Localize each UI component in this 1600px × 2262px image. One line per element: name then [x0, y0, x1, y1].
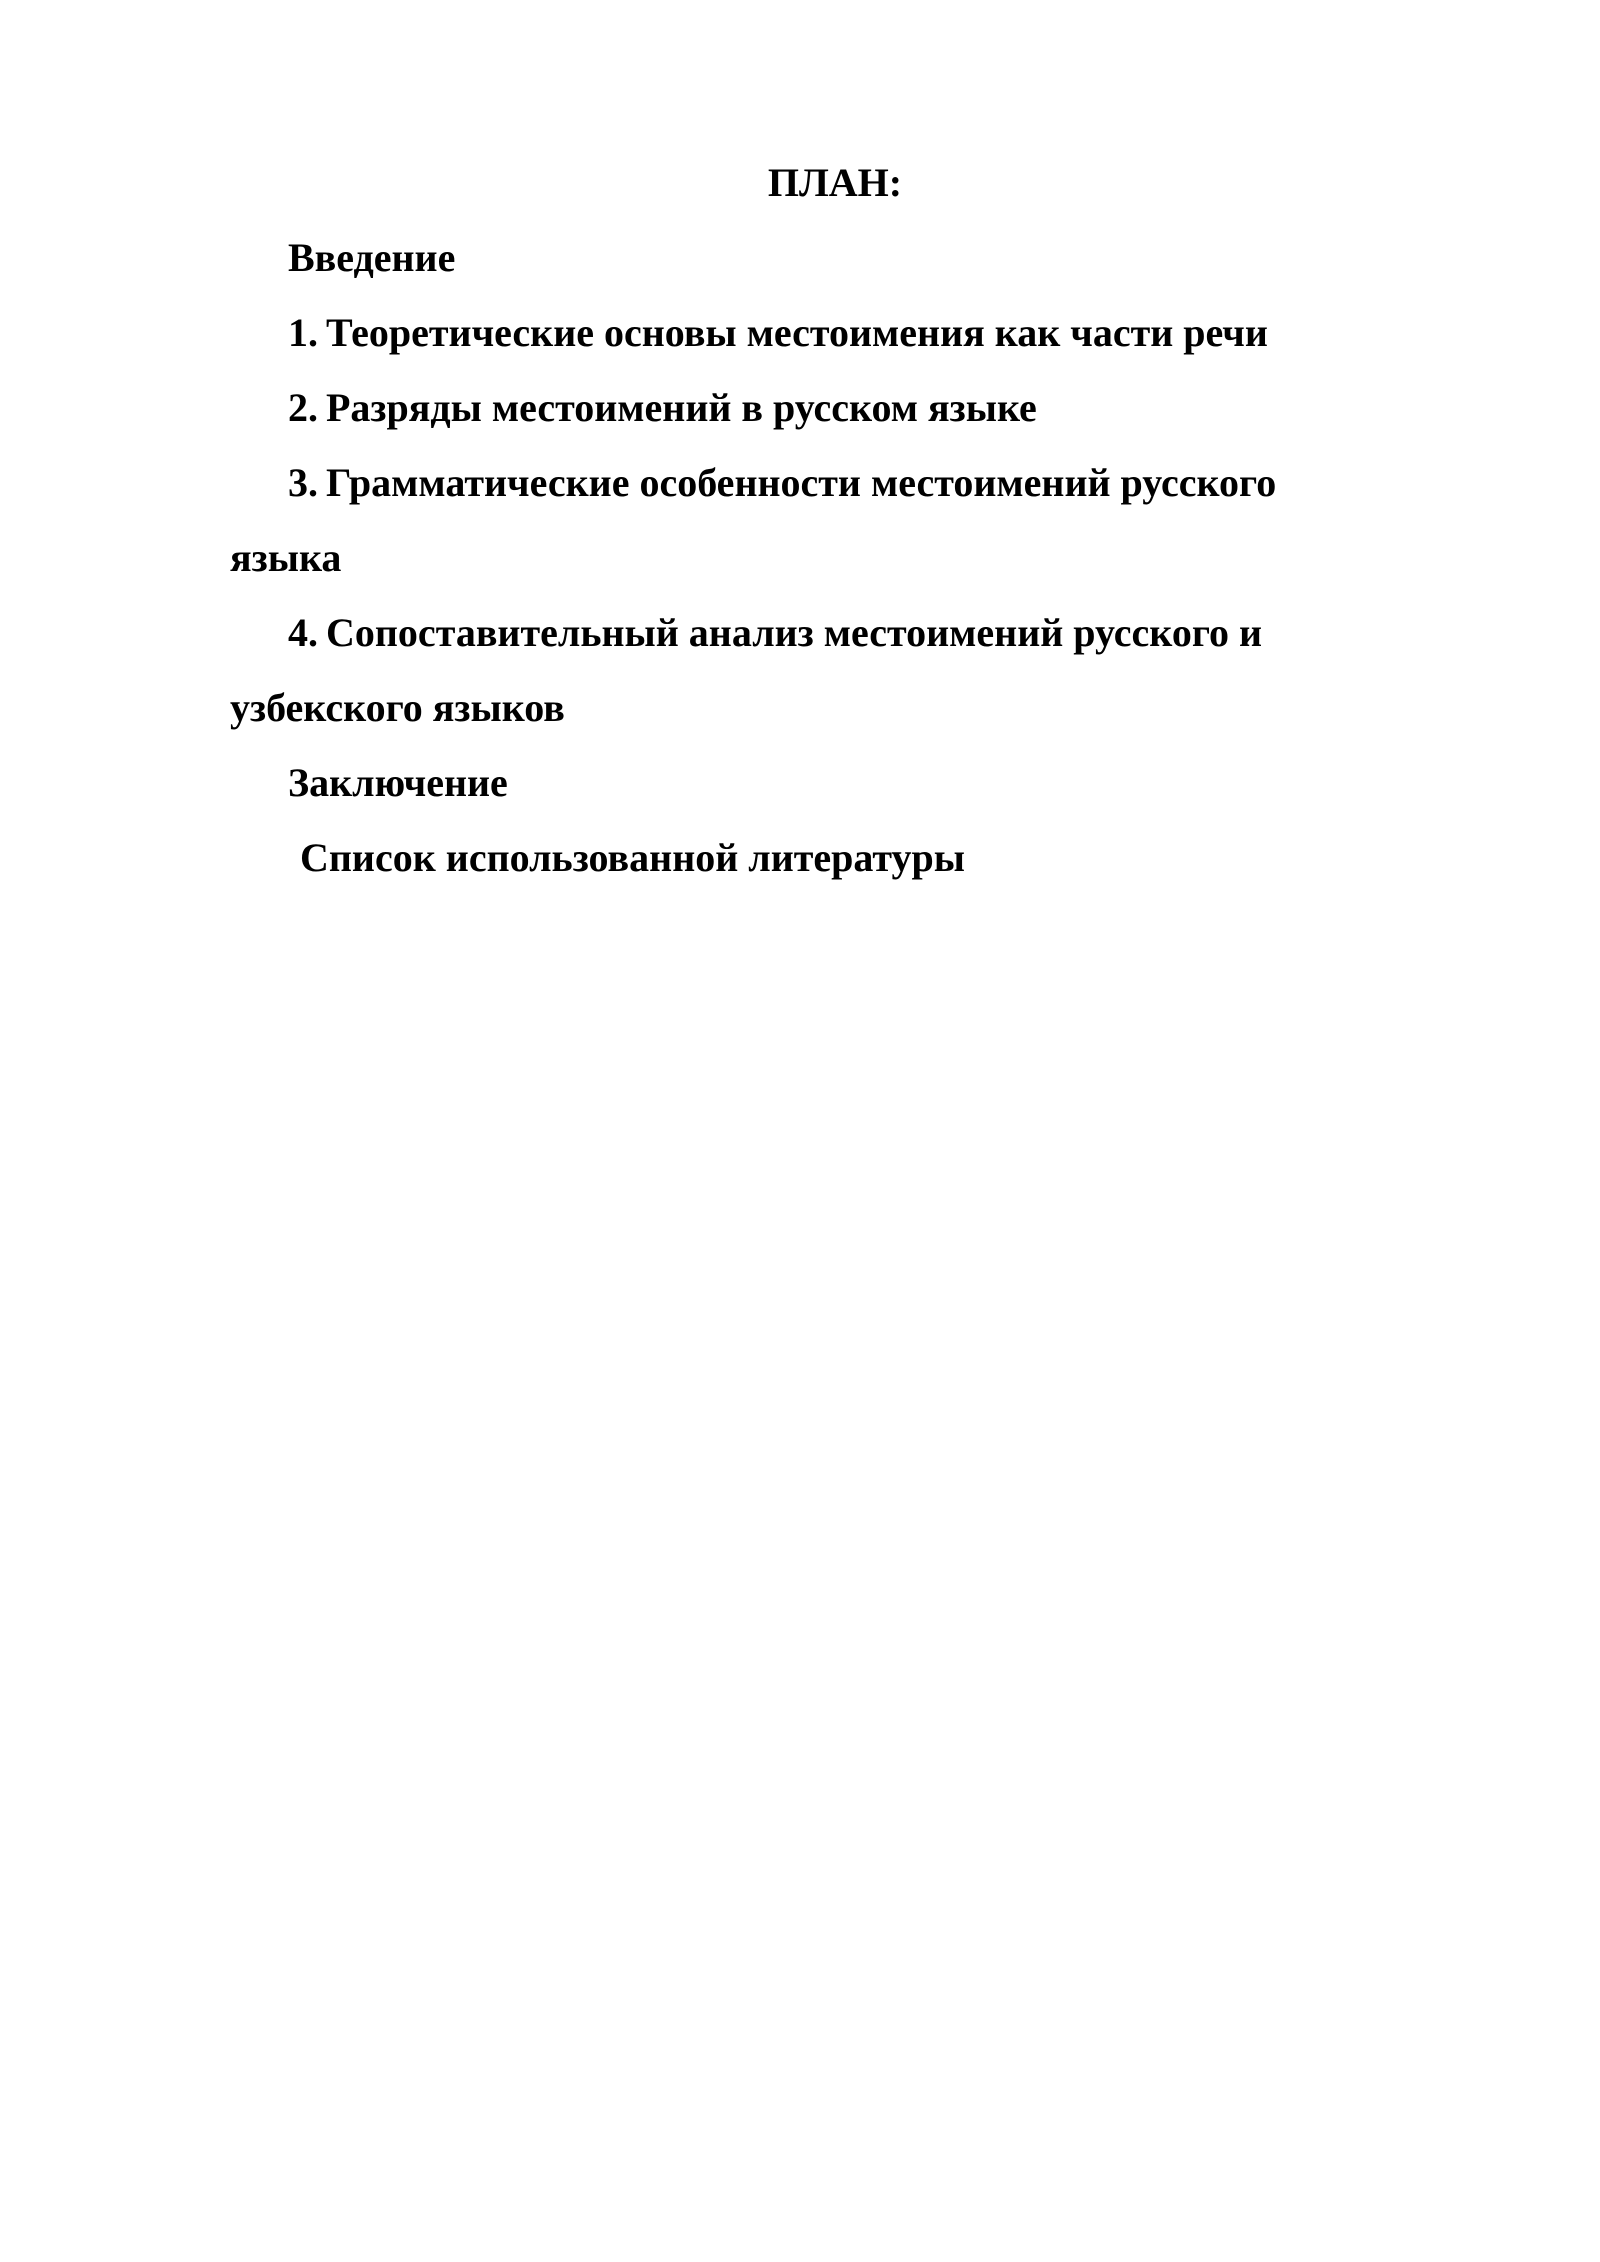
- plan-item-3: [230, 445, 1380, 595]
- plan-item-text: Список использованной литературы: [300, 835, 965, 880]
- plan-item-text: Сопоставительный анализ местоимений русского и узбекского языков: [230, 610, 1263, 730]
- plan-item-text: Теоретические основы местоимения как части речи: [326, 310, 1268, 355]
- plan-item-4: [230, 595, 1380, 745]
- plan-content: [230, 145, 1380, 895]
- plan-item-2: [230, 370, 1380, 445]
- plan-item-number: 4.: [288, 610, 318, 655]
- plan-item-text: Разряды местоимений в русском языке: [326, 385, 1037, 430]
- plan-item-1: [230, 295, 1380, 370]
- plan-list: [230, 220, 1380, 895]
- plan-item-text: Введение: [288, 235, 456, 280]
- plan-item-number: 1.: [288, 310, 318, 355]
- plan-item-text: Заключение: [288, 760, 508, 805]
- plan-item-text: Грамматические особенности местоимений русского языка: [230, 460, 1277, 580]
- plan-item-bibliography: [230, 820, 1380, 895]
- plan-item-number: 3.: [288, 460, 318, 505]
- page-title: ПЛАН:: [767, 160, 903, 205]
- plan-item-introduction: [230, 220, 1380, 295]
- plan-item-number: 2.: [288, 385, 318, 430]
- plan-item-conclusion: [230, 745, 1380, 820]
